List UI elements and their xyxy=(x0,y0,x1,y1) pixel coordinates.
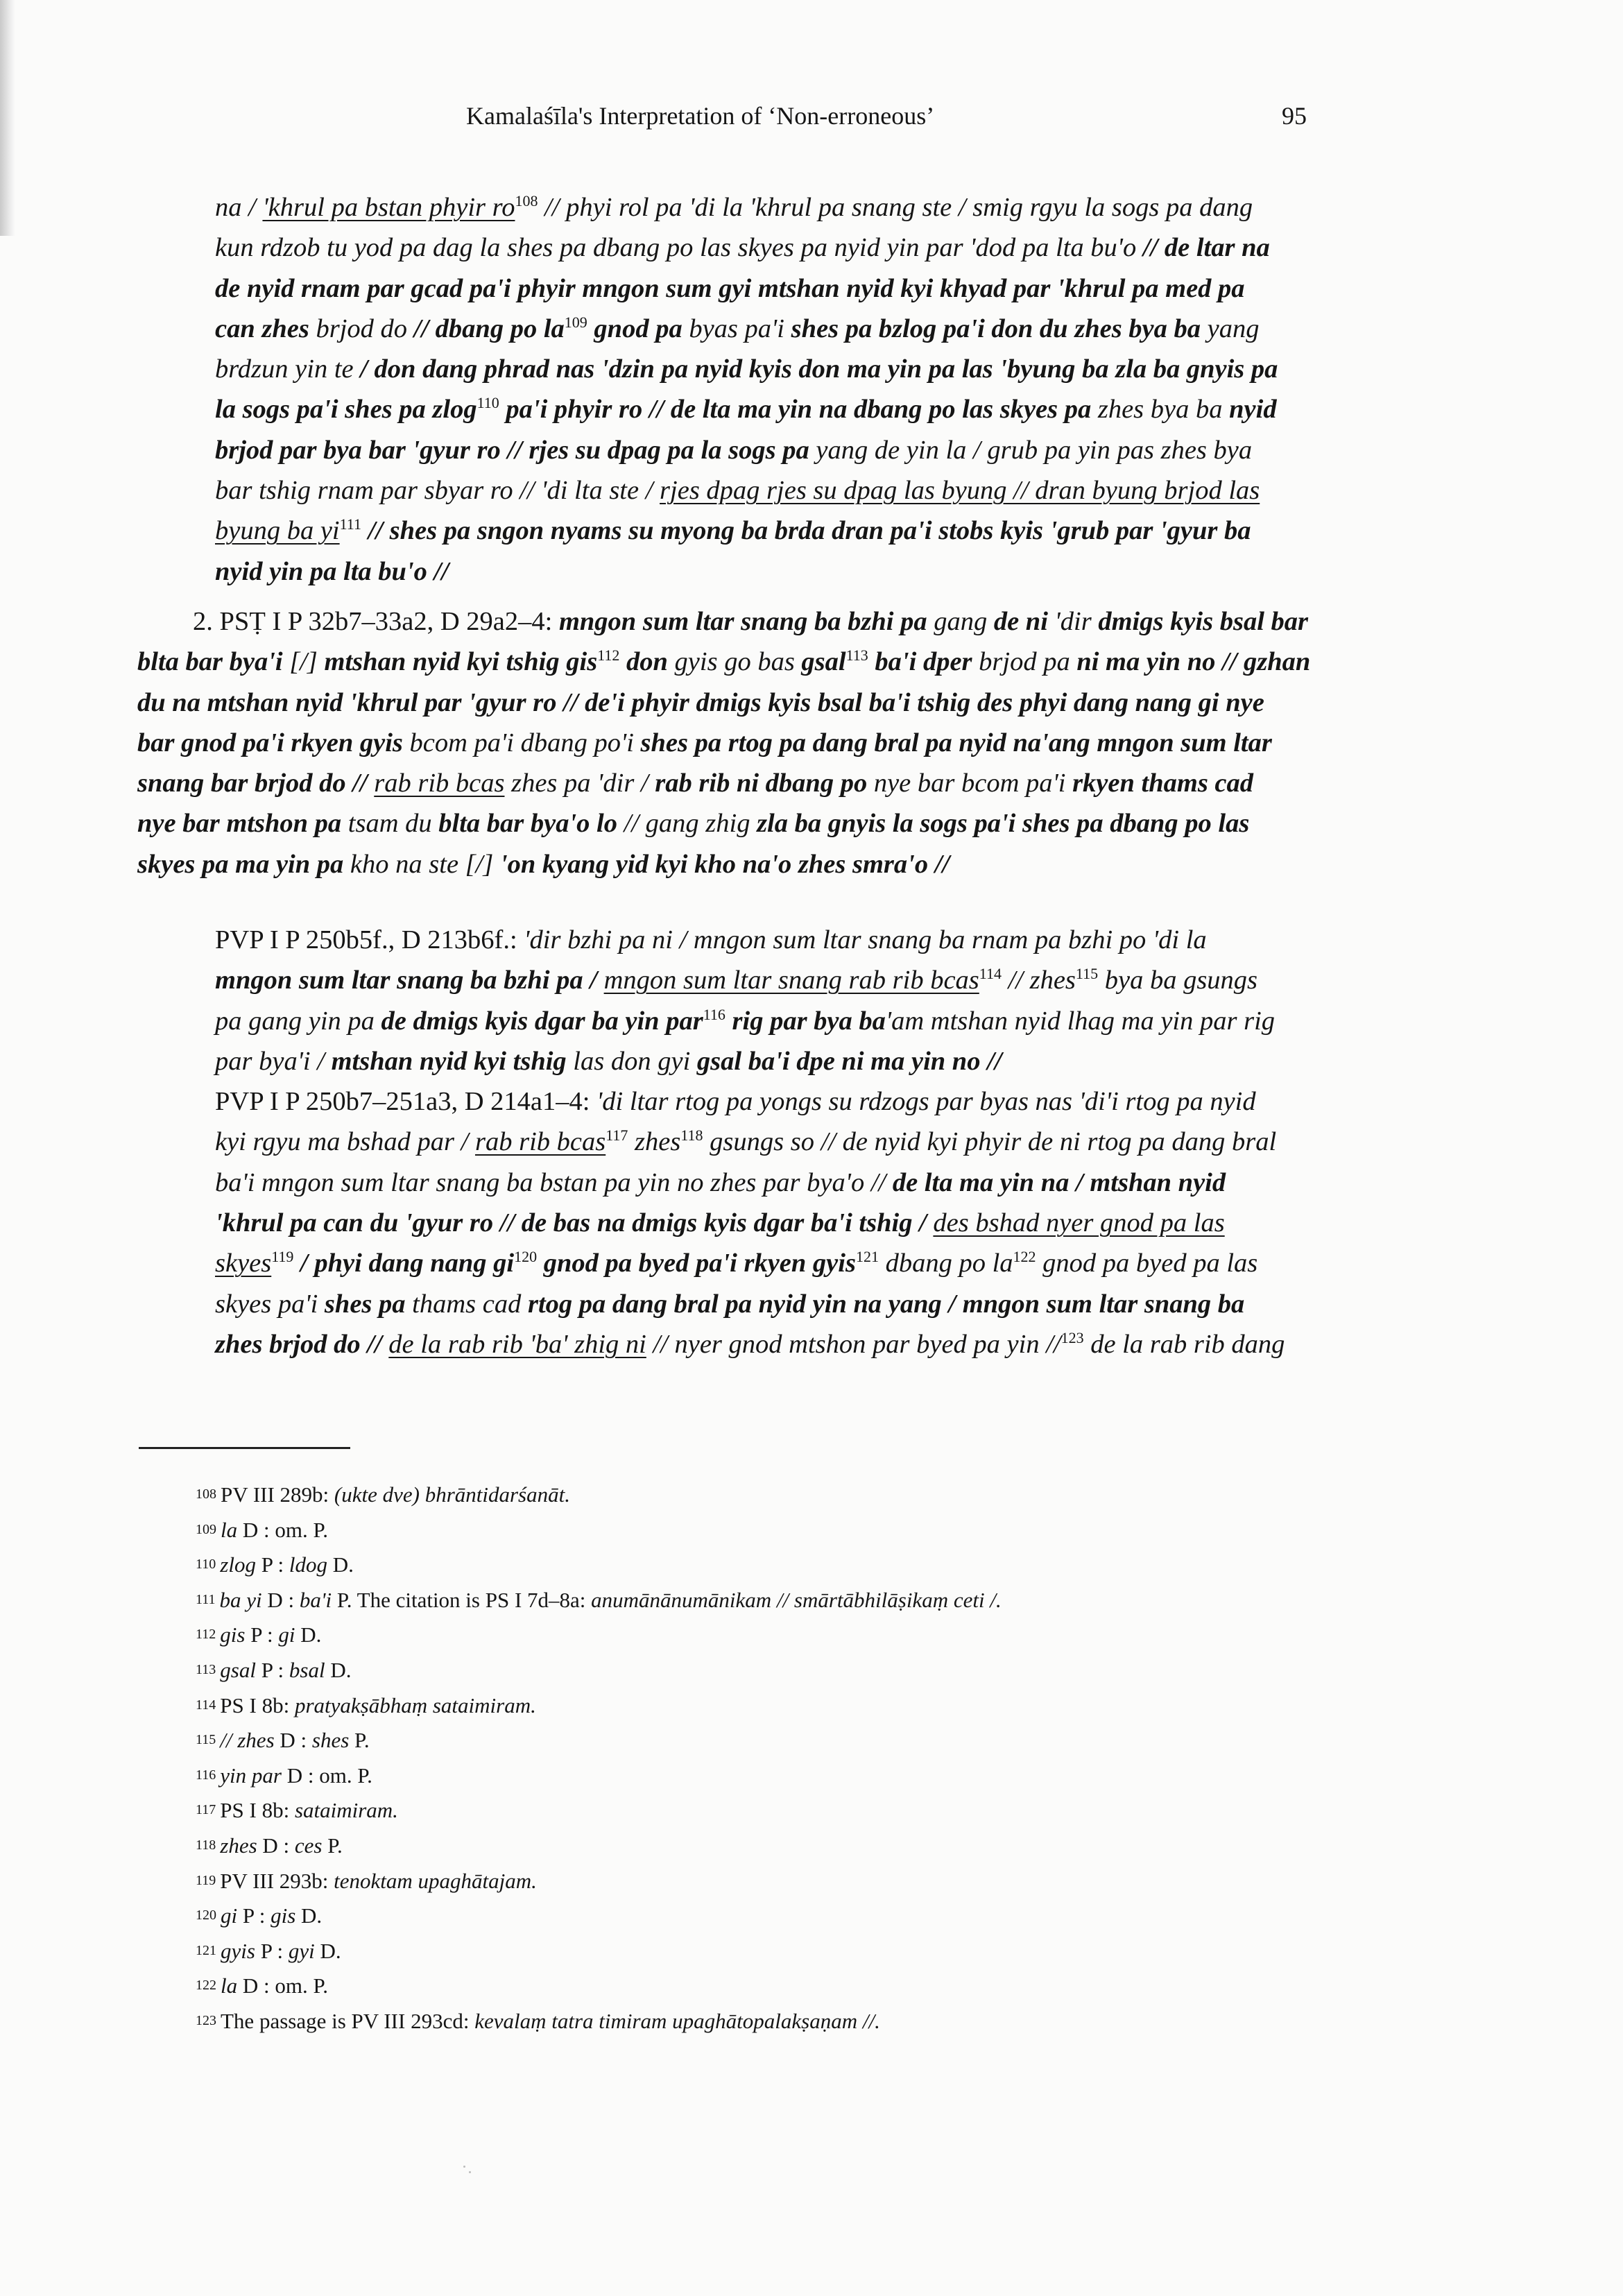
text-run: // shes pa sngon nyams su myong ba brda dran pa'i stobs kyis 'grub par 'gyur ba xyxy=(361,516,1251,546)
footnote-120 xyxy=(196,1899,1002,1934)
text-line xyxy=(215,228,1278,268)
text-run: 'am mtshan nyid lhag ma yin par rig xyxy=(885,1006,1276,1036)
text-line xyxy=(215,1163,1285,1203)
text-run: 'di ltar rtog pa yongs su rdzogs par byas nas 'di'i rtog pa nyid xyxy=(596,1087,1256,1117)
text-line xyxy=(215,1203,1285,1243)
text-run: gnod pa byed pa'i rkyen gyis xyxy=(537,1249,856,1278)
text-run: tenoktam upaghātajam. xyxy=(334,1868,537,1893)
text-run: nyid xyxy=(1229,395,1277,425)
text-run: pratyakṣābhaṃ sataimiram. xyxy=(294,1693,536,1717)
text-line xyxy=(137,763,1310,803)
footnote-ref: 119 xyxy=(271,1248,294,1266)
text-run: gi xyxy=(221,1903,238,1928)
footnote-number: 117 xyxy=(196,1802,216,1818)
text-run: // gang zhig xyxy=(624,809,757,839)
text-run: yang xyxy=(1207,314,1260,343)
text-run: dmigs kyis bsal bar xyxy=(1098,607,1309,636)
footnote-ref: 110 xyxy=(476,394,499,412)
footnote-112 xyxy=(196,1618,1002,1653)
text-run: // phyi rol pa 'di la 'khrul pa snang ste / smig rgyu la sogs pa dang xyxy=(538,193,1253,222)
text-run: ces xyxy=(294,1833,323,1858)
text-run: P : xyxy=(255,1657,289,1682)
footnote-ref: 118 xyxy=(680,1126,703,1145)
text-run: gsungs so // de nyid kyi phyir de ni rtog pa dang bral xyxy=(703,1127,1277,1157)
text-run: 2. PSṬ I P 32b7–33a2, D 29a2–4: xyxy=(193,607,559,636)
text-run: P : xyxy=(255,1552,289,1577)
text-run: gsal xyxy=(801,647,846,677)
text-run: du na mtshan nyid 'khrul par 'gyur ro // de'i phyir dmigs kyis bsal ba'i tshig des phyi dang nang gi nye xyxy=(137,687,1264,717)
text-run: [/] xyxy=(289,647,325,677)
text-run: gsal ba'i dpe ni ma yin no // xyxy=(696,1046,1002,1076)
text-run: gyi xyxy=(288,1938,315,1963)
footnote-number: 112 xyxy=(196,1627,216,1643)
text-run: zla ba gnyis la sogs pa'i shes pa dbang po las xyxy=(757,809,1250,839)
text-line xyxy=(215,1324,1285,1364)
footnote-122 xyxy=(196,1969,1002,2004)
text-run: ba'i mngon sum ltar snang ba bstan pa yin no zhes par bya'o // xyxy=(215,1167,893,1197)
text-run: shes pa bzlog pa'i don du zhes bya ba xyxy=(791,314,1208,343)
footnote-109 xyxy=(196,1513,1002,1548)
text-run: zlog xyxy=(220,1552,256,1577)
text-run: shes pa rtog pa dang bral pa nyid na'ang mngon sum ltar xyxy=(640,728,1272,757)
footnote-number: 109 xyxy=(196,1521,216,1537)
text-run: bar tshig rnam par sbyar ro // 'di lta ste / xyxy=(215,476,660,506)
footnote-number: 111 xyxy=(196,1591,216,1607)
scan-speck xyxy=(469,2171,471,2173)
footnote-118 xyxy=(196,1828,1002,1864)
text-run: can zhes xyxy=(215,314,316,343)
text-line xyxy=(215,1041,1285,1081)
footnote-114 xyxy=(196,1688,1002,1724)
text-run: byas pa'i xyxy=(689,314,791,343)
text-run: yin par xyxy=(220,1763,282,1788)
text-run: 'khrul pa bstan phyir ro xyxy=(262,193,515,222)
text-run: tsam du xyxy=(347,809,439,839)
text-run: bar gnod pa'i rkyen gyis xyxy=(137,728,410,757)
footnote-ref: 116 xyxy=(703,1005,725,1023)
text-run: rab rib bcas xyxy=(474,1127,606,1157)
text-run: D : xyxy=(257,1833,295,1858)
footnote-121 xyxy=(196,1934,1002,1969)
footnote-ref: 123 xyxy=(1060,1329,1084,1347)
text-run: de la rab rib dang xyxy=(1083,1329,1285,1359)
running-title: Kamalaśīla's Interpretation of ‘Non-erroneous’ xyxy=(466,102,935,130)
text-run: kyi rgyu ma bshad par / xyxy=(215,1127,475,1157)
text-run: 'on kyang yid kyi kho na'o zhes smra'o // xyxy=(499,849,950,879)
text-run: P. xyxy=(349,1728,370,1753)
text-run: P : xyxy=(255,1938,289,1963)
text-run: D : xyxy=(261,1587,300,1612)
text-run: gsal xyxy=(220,1657,256,1682)
text-run: ba'i xyxy=(299,1587,332,1612)
text-line xyxy=(215,1284,1285,1324)
text-run: 'khrul pa can du 'gyur ro // de bas na dmigs kyis dgar ba'i tshig / xyxy=(215,1208,934,1238)
footnote-ref: 113 xyxy=(845,646,868,665)
text-run: brdzun yin te xyxy=(215,354,361,384)
text-run: gis xyxy=(220,1622,246,1647)
text-line xyxy=(137,642,1310,682)
text-line xyxy=(215,511,1278,551)
text-run: rtog pa dang bral pa nyid yin na yang / mngon sum ltar snang ba xyxy=(527,1289,1245,1319)
text-line xyxy=(137,844,1310,884)
text-line xyxy=(215,1081,1285,1122)
footnote-119 xyxy=(196,1864,1002,1899)
text-run: D : xyxy=(274,1728,312,1753)
text-run: PS I 8b: xyxy=(220,1798,295,1823)
text-run: rab rib bcas xyxy=(374,769,505,798)
text-run: gyis go bas xyxy=(674,647,802,677)
text-run: (ukte dve) bhrāntidarśanāt. xyxy=(334,1482,570,1507)
text-run: skyes pa ma yin pa xyxy=(137,849,350,879)
text-run: brjod par bya bar 'gyur ro // rjes su dpag pa la sogs pa xyxy=(215,435,816,465)
text-run: des bshad nyer gnod pa las xyxy=(933,1208,1225,1238)
text-line xyxy=(137,601,1310,642)
text-line xyxy=(215,349,1278,389)
footnote-number: 120 xyxy=(196,1908,216,1924)
text-run: D : om. P. xyxy=(281,1763,372,1788)
footnote-number: 113 xyxy=(196,1661,216,1677)
footnotes xyxy=(196,1477,1002,2039)
footnote-ref: 121 xyxy=(855,1248,879,1266)
page-number: 95 xyxy=(1282,102,1307,130)
footnote-ref: 122 xyxy=(1013,1248,1036,1266)
text-run: thams cad xyxy=(412,1289,528,1319)
text-run: // dbang po la xyxy=(413,314,565,343)
text-run: gyis xyxy=(221,1938,255,1963)
text-line xyxy=(137,683,1310,723)
text-run: mtshan nyid kyi tshig gis xyxy=(324,647,598,677)
text-line xyxy=(215,268,1278,309)
text-run: D : om. P. xyxy=(237,1517,329,1542)
footnote-117 xyxy=(196,1793,1002,1828)
scan-speck xyxy=(463,2166,465,2168)
text-run: ni ma yin no // gzhan xyxy=(1076,647,1311,677)
text-run: P. xyxy=(322,1833,343,1858)
text-run: nye bar mtshon pa xyxy=(137,809,348,839)
footnote-ref: 114 xyxy=(979,965,1002,983)
text-run: zhes xyxy=(220,1833,257,1858)
text-run: de ni xyxy=(993,607,1055,636)
text-run: D. xyxy=(325,1657,352,1682)
text-run: snang bar brjod do // xyxy=(137,769,375,798)
footnote-115 xyxy=(196,1723,1002,1758)
text-run: bsal xyxy=(289,1657,325,1682)
text-run: na / xyxy=(215,193,263,222)
footnote-number: 119 xyxy=(196,1872,216,1888)
text-line xyxy=(215,309,1278,349)
text-run: kun rdzob tu yod pa dag la shes pa dbang po las skyes pa nyid yin par 'dod pa lta bu'o xyxy=(215,233,1143,263)
text-run: dbang po la xyxy=(878,1249,1013,1278)
footnote-number: 110 xyxy=(196,1557,216,1573)
text-run: gi xyxy=(278,1622,295,1647)
text-run: de dmigs kyis dgar ba yin par xyxy=(381,1006,703,1036)
text-run: 'dir bzhi pa ni / mngon sum ltar snang ba rnam pa bzhi po 'di la xyxy=(524,925,1207,954)
text-run: PV III 293b: xyxy=(220,1868,334,1893)
text-run: brjod pa xyxy=(979,647,1077,677)
footnote-separator xyxy=(139,1447,350,1449)
text-run: D. xyxy=(295,1903,323,1928)
text-line xyxy=(215,1001,1285,1041)
footnote-number: 114 xyxy=(196,1697,216,1713)
text-run: D. xyxy=(327,1552,354,1577)
text-line xyxy=(215,960,1285,1000)
text-line xyxy=(215,551,1278,592)
text-run: zhes xyxy=(628,1127,681,1157)
text-run: kevalaṃ tatra timiram upaghātopalakṣaṇam //. xyxy=(474,2008,880,2033)
footnote-number: 123 xyxy=(196,2012,216,2028)
text-run: ba yi xyxy=(219,1587,262,1612)
text-run: las don gyi xyxy=(573,1046,697,1076)
text-run: mngon sum ltar snang ba bzhi pa xyxy=(558,607,934,636)
text-run: zhes pa 'dir / xyxy=(504,769,655,798)
text-run: gis xyxy=(270,1903,296,1928)
footnote-number: 108 xyxy=(196,1487,216,1502)
text-run: bya ba gsungs xyxy=(1098,966,1258,995)
text-run: zhes bya ba xyxy=(1097,395,1230,425)
text-run: PVP I P 250b7–251a3, D 214a1–4: xyxy=(215,1087,597,1117)
text-run: brjod do xyxy=(316,314,414,343)
text-run: D. xyxy=(314,1938,341,1963)
footnote-108 xyxy=(196,1477,1002,1513)
text-run: PS I 8b: xyxy=(220,1693,295,1717)
page-header xyxy=(0,101,1623,143)
text-line xyxy=(215,470,1278,511)
text-line xyxy=(137,803,1310,843)
footnote-111 xyxy=(196,1583,1002,1618)
text-line xyxy=(215,1122,1285,1162)
text-run: blta bar bya'i xyxy=(137,647,290,677)
footnote-123 xyxy=(196,2004,1002,2039)
text-run: rkyen thams cad xyxy=(1072,769,1254,798)
footnote-number: 115 xyxy=(196,1732,216,1748)
text-line xyxy=(215,389,1278,429)
text-run: nyid yin pa lta bu'o // xyxy=(215,556,449,586)
text-run: P. The citation is PS I 7d–8a: xyxy=(332,1587,592,1612)
footnote-number: 118 xyxy=(196,1837,216,1853)
text-run: pa gang yin pa xyxy=(215,1006,381,1036)
text-run: P : xyxy=(237,1903,271,1928)
text-run: bcom pa'i dbang po'i xyxy=(409,728,641,757)
text-run: zhes brjod do // xyxy=(215,1329,389,1359)
text-run: la xyxy=(221,1973,238,1998)
text-run: nye bar bcom pa'i xyxy=(873,769,1073,798)
text-run: shes xyxy=(311,1728,350,1753)
text-run: de la rab rib 'ba' zhig ni xyxy=(388,1329,646,1359)
text-run: la sogs pa'i shes pa zlog xyxy=(215,395,477,425)
footnote-number: 122 xyxy=(196,1978,216,1994)
text-run: / don dang phrad nas 'dzin pa nyid kyis don ma yin pa las 'byung ba zla ba gnyis pa xyxy=(360,354,1278,384)
text-run: mngon sum ltar snang rab rib bcas xyxy=(603,966,979,995)
text-run: rig par bya ba xyxy=(725,1006,886,1036)
text-run: D : om. P. xyxy=(237,1973,329,1998)
text-line xyxy=(215,187,1278,228)
text-run: ba'i dper xyxy=(868,647,979,677)
text-run: // zhes xyxy=(220,1728,275,1753)
text-run: blta bar bya'o lo xyxy=(438,809,624,839)
text-run: gnod pa byed pa las xyxy=(1036,1249,1258,1278)
text-run: byung ba yi xyxy=(215,516,340,546)
text-run: 'dir xyxy=(1054,607,1099,636)
footnote-ref: 120 xyxy=(514,1248,538,1266)
block-quote-pvp xyxy=(215,920,1285,1364)
text-run: gang xyxy=(934,607,994,636)
text-run: de lta ma yin na / mtshan nyid xyxy=(892,1167,1226,1197)
text-run: gnod pa xyxy=(587,314,689,343)
text-run: anumānānumānikam // smārtābhilāṣikaṃ ceti /. xyxy=(591,1587,1002,1612)
text-run: yang de yin la / grub pa yin pas zhes bya xyxy=(816,435,1253,465)
text-run: The passage is PV III 293cd: xyxy=(221,2008,475,2033)
footnote-ref: 111 xyxy=(339,515,361,533)
footnote-number: 116 xyxy=(196,1767,216,1783)
text-run: // zhes xyxy=(1001,966,1076,995)
text-run: skyes pa'i xyxy=(215,1289,325,1319)
text-run: de nyid rnam par gcad pa'i phyir mngon sum gyi mtshan nyid kyi khyad par 'khrul pa med pa xyxy=(215,273,1245,303)
footnote-ref: 117 xyxy=(606,1126,628,1145)
text-line xyxy=(137,723,1310,763)
text-run: PVP I P 250b5f., D 213b6f.: xyxy=(215,925,524,954)
footnote-ref: 108 xyxy=(515,192,538,210)
text-run: pa'i phyir ro // de lta ma yin na dbang po las skyes pa xyxy=(499,395,1098,425)
text-run: par bya'i / xyxy=(215,1046,332,1076)
footnote-number: 121 xyxy=(196,1942,216,1958)
footnote-ref: 109 xyxy=(564,314,587,332)
paragraph-1-tibetan-text xyxy=(215,187,1278,592)
text-run: sataimiram. xyxy=(294,1798,398,1823)
footnote-113 xyxy=(196,1653,1002,1688)
text-run: // nyer gnod mtshon par byed pa yin // xyxy=(646,1329,1061,1359)
text-line xyxy=(215,1243,1285,1283)
text-run: mtshan nyid kyi tshig xyxy=(331,1046,574,1076)
footnote-116 xyxy=(196,1758,1002,1794)
text-run: P : xyxy=(245,1622,279,1647)
text-line xyxy=(215,430,1278,470)
text-run: mngon sum ltar snang ba bzhi pa / xyxy=(215,966,604,995)
text-run: skyes xyxy=(215,1249,272,1278)
text-run: ldog xyxy=(289,1552,328,1577)
footnote-ref: 112 xyxy=(597,646,620,665)
text-run: shes pa xyxy=(324,1289,413,1319)
text-run: rab rib ni dbang po xyxy=(655,769,874,798)
text-run: // de ltar na xyxy=(1142,233,1270,263)
text-run: / phyi dang nang gi xyxy=(293,1249,515,1278)
text-run: kho na ste [/] xyxy=(350,849,500,879)
text-run: rjes dpag rjes su dpag las byung // dran byung brjod las xyxy=(660,476,1260,506)
text-run: PV III 289b: xyxy=(221,1482,334,1507)
paragraph-2-pst-citation xyxy=(137,601,1310,884)
text-line xyxy=(215,920,1285,960)
text-run: la xyxy=(221,1517,238,1542)
text-run: D. xyxy=(295,1622,322,1647)
footnote-ref: 115 xyxy=(1075,965,1099,983)
text-run: don xyxy=(619,647,675,677)
footnote-110 xyxy=(196,1548,1002,1583)
